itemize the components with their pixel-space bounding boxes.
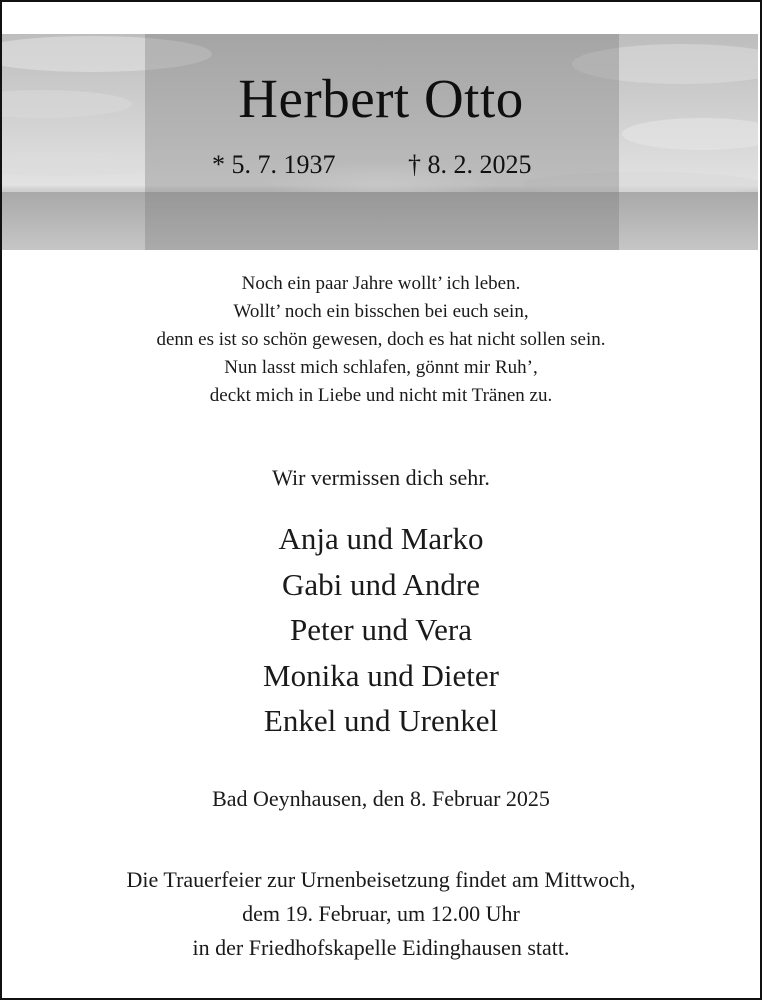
memorial-poem: [0, 270, 762, 410]
poem-line: denn es ist so schön gewesen, doch es hat nicht sollen sein.: [156, 329, 606, 350]
deceased-name: Herbert Otto: [238, 68, 524, 129]
farewell-message: Wir vermissen dich sehr.: [272, 465, 490, 490]
family-member: Monika und Dieter: [263, 657, 499, 693]
place-and-date: Bad Oeynhausen, den 8. Februar 2025: [212, 786, 550, 811]
death-date: † 8. 2. 2025: [408, 150, 532, 179]
family-list: [0, 516, 762, 744]
ceremony-line: Die Trauerfeier zur Urnenbeisetzung findet am Mittwoch,: [126, 867, 636, 892]
family-member: Anja und Marko: [278, 521, 484, 556]
family-member: Peter und Vera: [290, 612, 472, 647]
family-member: Enkel und Urenkel: [263, 703, 499, 738]
ceremony-line: in der Friedhofskapelle Eidinghausen statt.: [192, 935, 570, 960]
ceremony-info: [0, 863, 762, 965]
poem-line: Wollt’ noch ein bisschen bei euch sein,: [233, 301, 529, 322]
poem-line: Nun lasst mich schlafen, gönnt mir Ruh’,: [224, 357, 538, 378]
poem-line: Noch ein paar Jahre wollt’ ich leben.: [241, 273, 521, 294]
ceremony-line: dem 19. Februar, um 12.00 Uhr: [242, 901, 520, 926]
birth-date: * 5. 7. 1937: [212, 150, 336, 179]
poem-line: deckt mich in Liebe und nicht mit Tränen zu.: [209, 385, 553, 406]
family-member: Gabi und Andre: [281, 566, 481, 602]
